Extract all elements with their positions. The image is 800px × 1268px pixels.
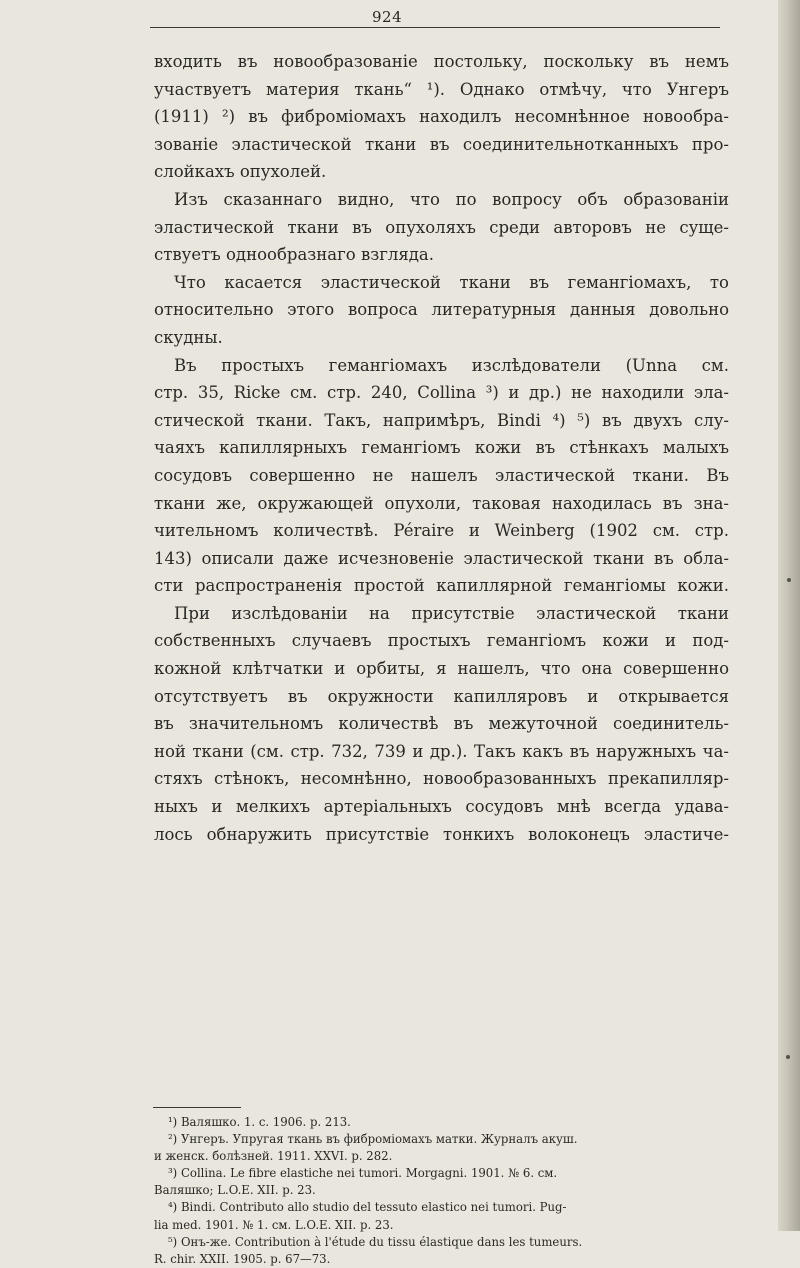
footnote: ¹) Валяшко. 1. с. 1906. р. 213. bbox=[168, 1115, 351, 1129]
text-line: зованіе эластической ткани въ соединительнотканныхъ про- bbox=[154, 134, 729, 154]
text-line: сосудовъ совершенно не нашелъ эластической ткани. Въ bbox=[154, 465, 729, 485]
footnotes bbox=[154, 1114, 729, 1268]
text-line: стр. 35, Ricke см. стр. 240, Collina ³) и др.) не находили эла- bbox=[154, 383, 729, 403]
text-line: участвуетъ материя ткань“ ¹). Однако отмѣчу, что Унгеръ bbox=[154, 79, 729, 99]
text-line: кожной клѣтчатки и орбиты, я нашелъ, что она совершенно bbox=[154, 659, 729, 679]
footnote: ³) Collina. Le fibre elastiche nei tumori. Morgagni. 1901. № 6. см. bbox=[168, 1166, 558, 1181]
text-line: въ значительномъ количествѣ въ межуточной соединитель- bbox=[154, 714, 729, 734]
text-line: отсутствуетъ въ окружности капилляровъ и открывается bbox=[154, 686, 729, 706]
footnote: Валяшко; L.O.E. XII. р. 23. bbox=[154, 1183, 316, 1198]
text-line: собственныхъ случаевъ простыхъ гемангіомъ кожи и под- bbox=[154, 631, 729, 651]
text-line: сти распространенія простой капиллярной гемангіомы кожи. bbox=[154, 576, 729, 596]
text-line: (1911) ²) въ фиброміомахъ находилъ несомнѣнное новообра- bbox=[154, 107, 729, 127]
text-line: Что касается эластической ткани въ гемангіомахъ, то bbox=[174, 272, 729, 292]
footnote-rule bbox=[153, 1107, 241, 1108]
text-line: чаяхъ капиллярныхъ гемангіомъ кожи въ стѣнкахъ малыхъ bbox=[154, 438, 729, 458]
text-line: ныхъ и мелкихъ артеріальныхъ сосудовъ мнѣ всегда удава- bbox=[154, 797, 729, 817]
footnote: R. chir. XXII. 1905. р. 67—73. bbox=[154, 1251, 331, 1266]
text-line: 143) описали даже исчезновеніе эластической ткани въ обла- bbox=[154, 548, 729, 568]
footnote: lia med. 1901. № 1. см. L.O.E. XII. р. 23. bbox=[154, 1217, 394, 1232]
text-line: ной ткани (см. стр. 732, 739 и др.). Такъ какъ въ наружныхъ ча- bbox=[154, 741, 729, 761]
footnote: и женск. болѣзней. 1911. XXVI. р. 282. bbox=[154, 1149, 393, 1164]
text-line: скудны. bbox=[154, 327, 223, 347]
text-line: относительно этого вопроса литературныя данныя довольно bbox=[154, 300, 729, 320]
page-number: 924 bbox=[372, 8, 403, 26]
text-line: стяхъ стѣнокъ, несомнѣнно, новообразованныхъ прекапилляр- bbox=[154, 769, 729, 789]
text-line: слойкахъ опухолей. bbox=[154, 162, 327, 182]
header-rule bbox=[150, 27, 720, 28]
margin-dot bbox=[787, 578, 791, 582]
text-line: Въ простыхъ гемангіомахъ изслѣдователи (Unna см. bbox=[174, 355, 729, 375]
text-line: ствуетъ однообразнаго взгляда. bbox=[154, 245, 435, 265]
text-line: ткани же, окружающей опухоли, таковая находилась въ зна- bbox=[154, 493, 729, 513]
text-line: эластической ткани въ опухоляхъ среди авторовъ не суще- bbox=[154, 217, 729, 237]
margin-dot bbox=[786, 1055, 790, 1059]
text-line: лось обнаружить присутствіе тонкихъ волоконецъ эластиче- bbox=[154, 824, 729, 844]
text-line: При изслѣдованіи на присутствіе эластической ткани bbox=[174, 603, 729, 623]
footnote: ⁴) Bindi. Contributo allo studio del tessuto elastico nei tumori. Pug- bbox=[168, 1200, 567, 1215]
text-line: входить въ новообразованіе постольку, поскольку въ немъ bbox=[154, 52, 729, 71]
footnote: ²) Унгеръ. Упругая ткань въ фиброміомахъ матки. Журналъ акуш. bbox=[168, 1132, 578, 1147]
page-edge bbox=[778, 0, 800, 1231]
body-text bbox=[154, 48, 729, 848]
text-line: чительномъ количествѣ. Péraire и Weinberg (1902 см. стр. bbox=[154, 521, 729, 541]
text-line: стической ткани. Такъ, напримѣръ, Bindi ⁴) ⁵) въ двухъ слу- bbox=[154, 410, 729, 430]
text-line: Изъ сказаннаго видно, что по вопросу объ образованіи bbox=[174, 189, 729, 209]
footnote: ⁵) Онъ-же. Contribution à l'étude du tissu élastique dans les tumeurs. bbox=[168, 1234, 583, 1249]
